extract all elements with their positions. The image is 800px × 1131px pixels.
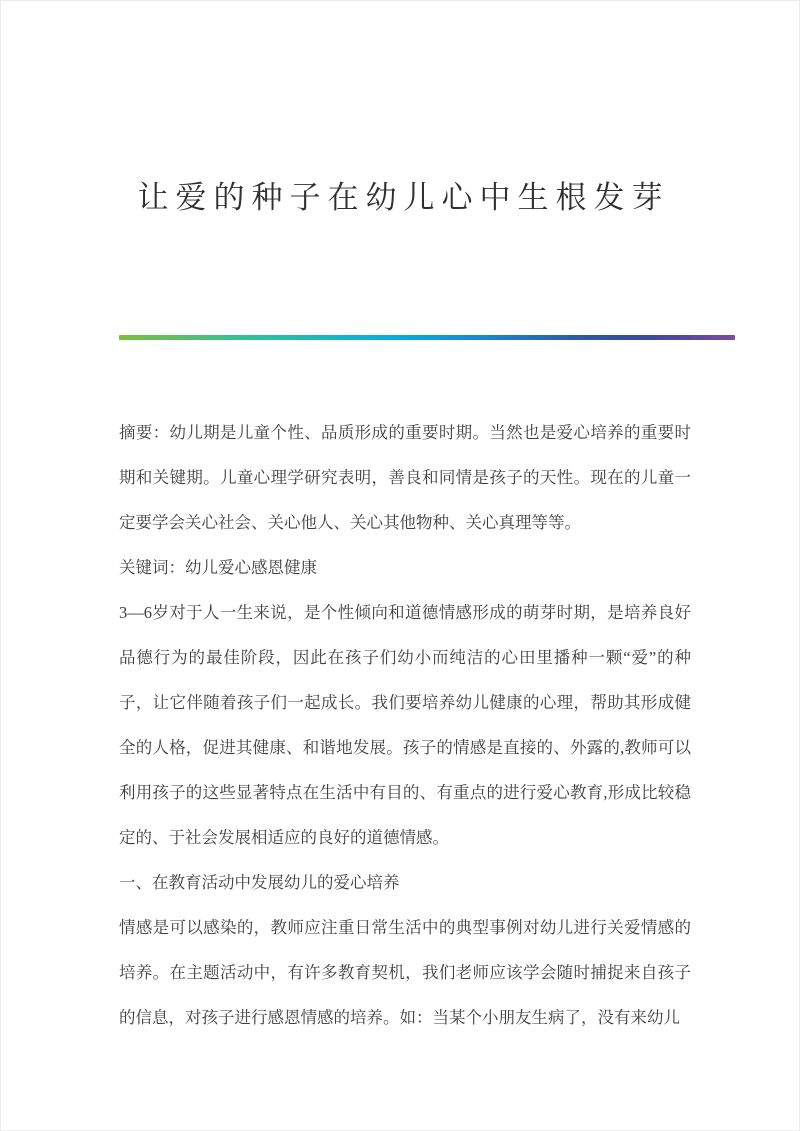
heading-section-1: 一、在教育活动中发展幼儿的爱心培养	[119, 873, 400, 892]
paragraph-keywords: 关键词：幼儿爱心感恩健康	[119, 558, 317, 577]
gradient-divider	[119, 335, 735, 340]
document-title: 让爱的种子在幼儿心中生根发芽	[137, 180, 670, 215]
paragraph-section-1: 情感是可以感染的，教师应注重日常生活中的典型事例对幼儿进行关爱情感的培养。在主题活动中，有许多教育契机，我们老师应该学会随时捕捉来自孩子的信息，对孩子进行感恩情感的培养。如：当某个小朋友生病了，没有来幼儿	[119, 918, 691, 1027]
paragraph-abstract: 摘要：幼儿期是儿童个性、品质形成的重要时期。当然也是爱心培养的重要时期和关键期。儿童心理学研究表明，善良和同情是孩子的天性。现在的儿童一定要学会关心社会、关心他人、关心其他物种、关心真理等等。	[119, 423, 691, 532]
paragraph-intro: 3—6岁对于人一生来说，是个性倾向和道德情感形成的萌芽时期，是培养良好品德行为的最佳阶段，因此在孩子们幼小而纯洁的心田里播种一颗“爱”的种子，让它伴随着孩子们一起成长。我们要培养幼儿健康的心理，帮助其形成健全的人格，促进其健康、和谐地发展。孩子的情感是直接的、外露的,教师可以利用孩子的这些显著特点在生活中有目的、有重点的进行爱心教育,形成比较稳定的、于社会发展相适应的良好的道德情感。	[119, 603, 691, 847]
document-body	[119, 410, 691, 1040]
